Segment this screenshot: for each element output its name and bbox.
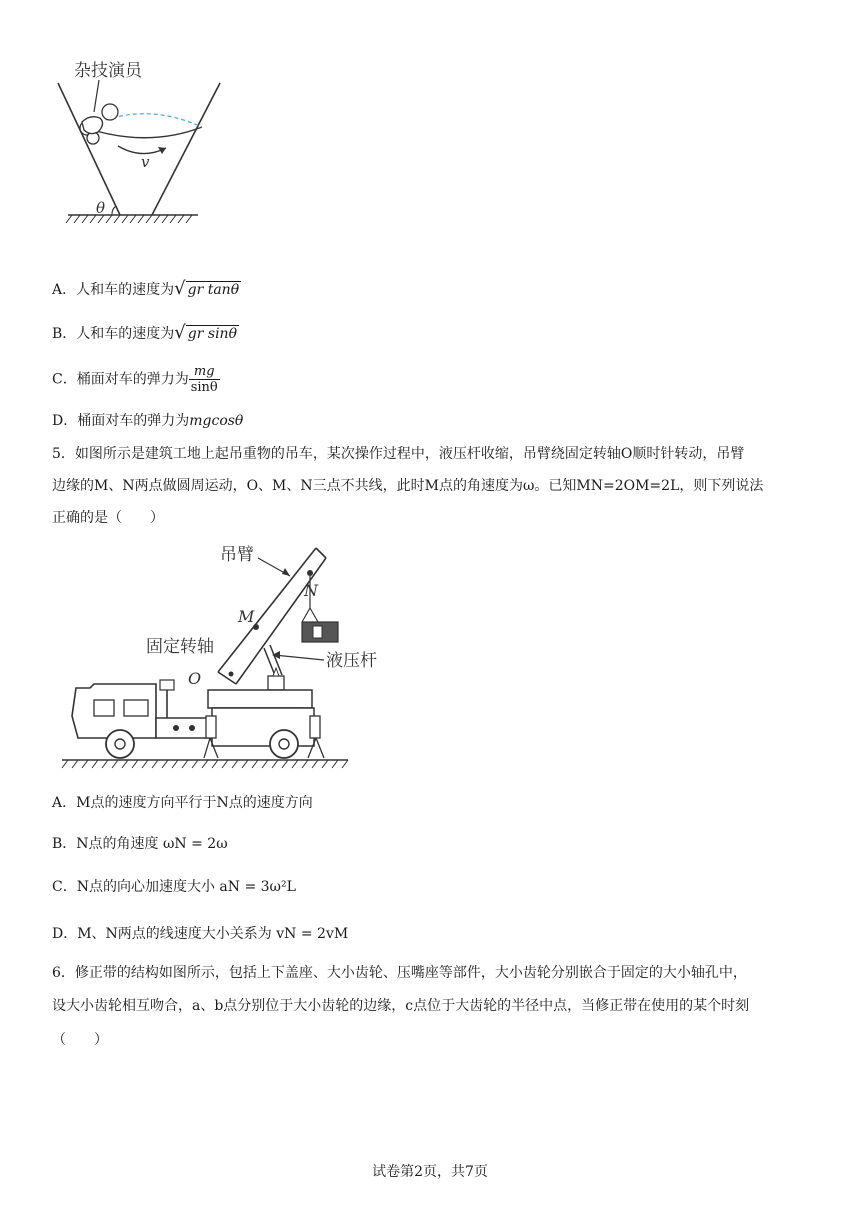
crane-truck-figure: [58, 538, 388, 773]
axis-label: 固定转轴: [146, 637, 214, 657]
q5-stem-line2: 边缘的M、N两点做圆周运动，O、M、N三点不共线，此时M点的角速度为ω。已知MN=2OM=2L，则下列说法: [52, 478, 764, 494]
q4-option-b: B．人和车的速度为√ gr sinθ: [52, 322, 237, 343]
q5-option-c: C．N点的向心加速度大小 aN = 3ω²L: [52, 879, 296, 895]
q5-option-d: D．M、N两点的线速度大小关系为 vN = 2vM: [52, 926, 349, 942]
theta-symbol: θ: [96, 199, 106, 217]
point-n-label: N: [304, 581, 318, 600]
q4-option-c: [52, 364, 220, 395]
q5-stem-line1: 5．如图所示是建筑工地上起吊重物的吊车，某次操作过程中，液压杆收缩，吊臂绕固定转轴O顺时针转动，吊臂: [52, 446, 745, 462]
q6-stem-line1: 6．修正带的结构如图所示，包括上下盖座、大小齿轮、压嘴座等部件，大小齿轮分别嵌合于固定的大小轴孔中，: [52, 965, 747, 981]
point-m-label: M: [238, 607, 255, 626]
q4-option-a: A．人和车的速度为√ gr tanθ: [52, 278, 240, 299]
option-a-formula: gr tanθ: [187, 282, 240, 298]
option-d-formula: mgcosθ: [189, 413, 244, 429]
option-c-fraction: [189, 364, 220, 395]
fraction-numerator: mg: [189, 364, 220, 380]
page-footer: 试卷第2页，共7页: [372, 1164, 488, 1180]
option-a-text: A．人和车的速度为: [52, 282, 175, 298]
q4-option-d: [52, 410, 243, 430]
q5-option-a: A．M点的速度方向平行于N点的速度方向: [52, 795, 313, 811]
point-o-label: O: [188, 669, 202, 688]
q6-stem-line3: （ ）: [52, 1032, 108, 1048]
option-b-text: B．人和车的速度为: [52, 326, 175, 342]
arm-label: 吊臂: [220, 545, 254, 565]
q5-stem-line3: 正确的是（ ）: [52, 510, 164, 526]
fraction-denominator: sinθ: [190, 380, 218, 395]
q6-stem-line2: 设大小齿轮相互吻合，a、b点分别位于大小齿轮的边缘，c点位于大齿轮的半径中点，当修正带在使用的某个时刻: [52, 998, 750, 1014]
acrobat-cone-figure: [50, 50, 240, 235]
option-c-text: C．桶面对车的弹力为: [52, 371, 189, 388]
acrobat-label: 杂技演员: [74, 61, 142, 81]
rod-label: 液压杆: [326, 651, 377, 671]
q5-option-b: B．N点的角速度 ωN = 2ω: [52, 836, 228, 852]
option-b-formula: gr sinθ: [187, 326, 237, 342]
velocity-symbol: v: [141, 153, 150, 171]
option-d-text: D．桶面对车的弹力为: [52, 413, 190, 429]
